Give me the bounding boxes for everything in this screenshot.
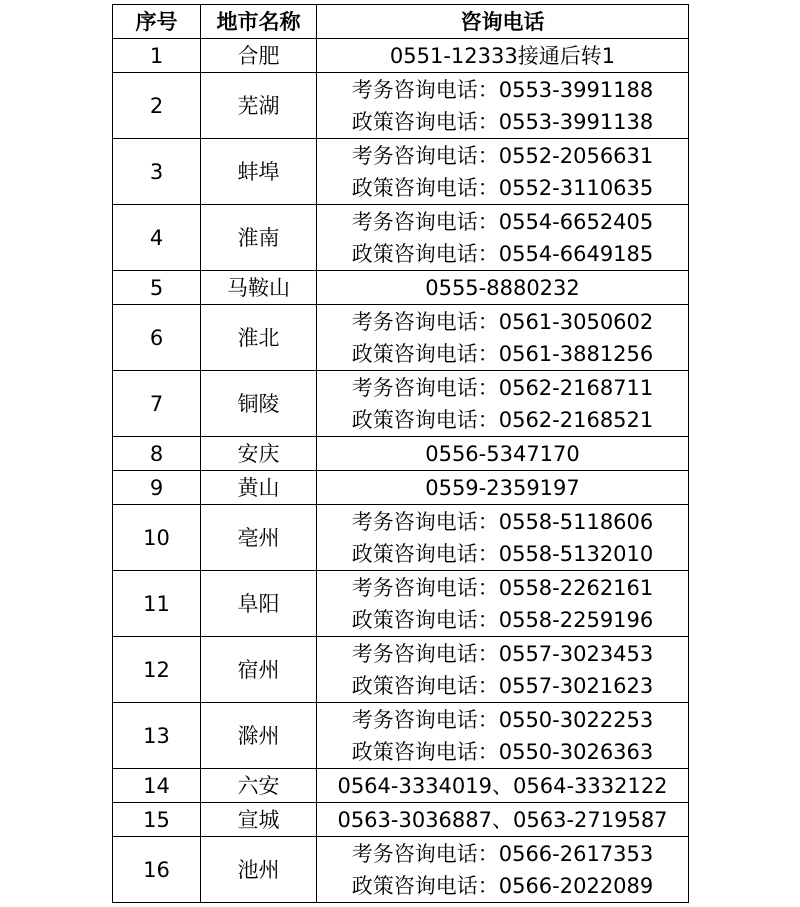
phone-line: 考务咨询电话：0550-3022253: [351, 707, 654, 732]
table-row: [113, 571, 689, 637]
phone-line: 政策咨询电话：0550-3026363: [351, 739, 654, 764]
row-index: 8: [113, 437, 201, 471]
row-phones: [317, 139, 689, 205]
table-row: [113, 305, 689, 371]
row-index: 7: [113, 371, 201, 437]
phone-line: 政策咨询电话：0552-3110635: [351, 175, 654, 200]
table-row: [113, 73, 689, 139]
contact-table: [112, 4, 689, 903]
row-index: 16: [113, 837, 201, 903]
table-row: [113, 437, 689, 471]
row-index: 11: [113, 571, 201, 637]
row-index: 10: [113, 505, 201, 571]
row-phones: [317, 803, 689, 837]
table-row: [113, 803, 689, 837]
row-city: 亳州: [201, 505, 317, 571]
phone-line: 政策咨询电话：0561-3881256: [351, 341, 654, 366]
row-city: 淮南: [201, 205, 317, 271]
row-phones: [317, 271, 689, 305]
row-city: 安庆: [201, 437, 317, 471]
row-city: 宿州: [201, 637, 317, 703]
phone-line: 0551-12333接通后转1: [389, 43, 616, 68]
phone-line: 0555-8880232: [425, 275, 580, 300]
row-city: 宣城: [201, 803, 317, 837]
header-city: 地市名称: [201, 5, 317, 39]
phone-line: 0564-3334019、0564-3332122: [337, 773, 668, 798]
phone-line: 政策咨询电话：0558-2259196: [351, 607, 654, 632]
table-row: [113, 371, 689, 437]
row-city: 合肥: [201, 39, 317, 73]
row-phones: [317, 39, 689, 73]
table-row: [113, 505, 689, 571]
phone-line: 考务咨询电话：0562-2168711: [351, 375, 654, 400]
table-row: [113, 139, 689, 205]
table-row: [113, 205, 689, 271]
row-city: 淮北: [201, 305, 317, 371]
row-index: 3: [113, 139, 201, 205]
row-phones: [317, 371, 689, 437]
row-city: 阜阳: [201, 571, 317, 637]
header-phone: 咨询电话: [317, 5, 689, 39]
table-row: [113, 637, 689, 703]
row-city: 池州: [201, 837, 317, 903]
phone-line: 政策咨询电话：0566-2022089: [351, 873, 654, 898]
phone-line: 0556-5347170: [425, 441, 580, 466]
row-phones: [317, 73, 689, 139]
phone-line: 考务咨询电话：0558-5118606: [351, 509, 654, 534]
row-phones: [317, 837, 689, 903]
phone-line: 政策咨询电话：0562-2168521: [351, 407, 654, 432]
row-index: 13: [113, 703, 201, 769]
row-index: 14: [113, 769, 201, 803]
row-phones: [317, 637, 689, 703]
row-phones: [317, 471, 689, 505]
phone-line: 考务咨询电话：0561-3050602: [351, 309, 654, 334]
table-row: [113, 271, 689, 305]
row-index: 2: [113, 73, 201, 139]
row-city: 滁州: [201, 703, 317, 769]
table-row: [113, 837, 689, 903]
phone-line: 考务咨询电话：0557-3023453: [351, 641, 654, 666]
row-index: 15: [113, 803, 201, 837]
row-index: 5: [113, 271, 201, 305]
row-phones: [317, 571, 689, 637]
phone-line: 考务咨询电话：0552-2056631: [351, 143, 654, 168]
phone-line: 政策咨询电话：0554-6649185: [351, 241, 654, 266]
phone-line: 考务咨询电话：0554-6652405: [351, 209, 654, 234]
phone-line: 考务咨询电话：0553-3991188: [351, 77, 654, 102]
row-phones: [317, 703, 689, 769]
table-row: [113, 769, 689, 803]
table-row: [113, 39, 689, 73]
row-index: 1: [113, 39, 201, 73]
row-index: 9: [113, 471, 201, 505]
row-city: 黄山: [201, 471, 317, 505]
table-row: [113, 471, 689, 505]
phone-line: 政策咨询电话：0558-5132010: [351, 541, 654, 566]
row-phones: [317, 205, 689, 271]
table-row: [113, 703, 689, 769]
phone-line: 0559-2359197: [425, 475, 580, 500]
phone-line: 政策咨询电话：0557-3021623: [351, 673, 654, 698]
row-phones: [317, 505, 689, 571]
phone-line: 0563-3036887、0563-2719587: [337, 807, 668, 832]
row-index: 4: [113, 205, 201, 271]
phone-line: 政策咨询电话：0553-3991138: [351, 109, 654, 134]
header-index: 序号: [113, 5, 201, 39]
header-row: [113, 5, 689, 39]
table-body: [113, 39, 689, 903]
row-city: 马鞍山: [201, 271, 317, 305]
row-city: 蚌埠: [201, 139, 317, 205]
phone-line: 考务咨询电话：0558-2262161: [351, 575, 654, 600]
row-city: 六安: [201, 769, 317, 803]
row-phones: [317, 305, 689, 371]
phone-line: 考务咨询电话：0566-2617353: [351, 841, 654, 866]
row-city: 芜湖: [201, 73, 317, 139]
row-index: 6: [113, 305, 201, 371]
row-phones: [317, 437, 689, 471]
row-phones: [317, 769, 689, 803]
row-index: 12: [113, 637, 201, 703]
row-city: 铜陵: [201, 371, 317, 437]
